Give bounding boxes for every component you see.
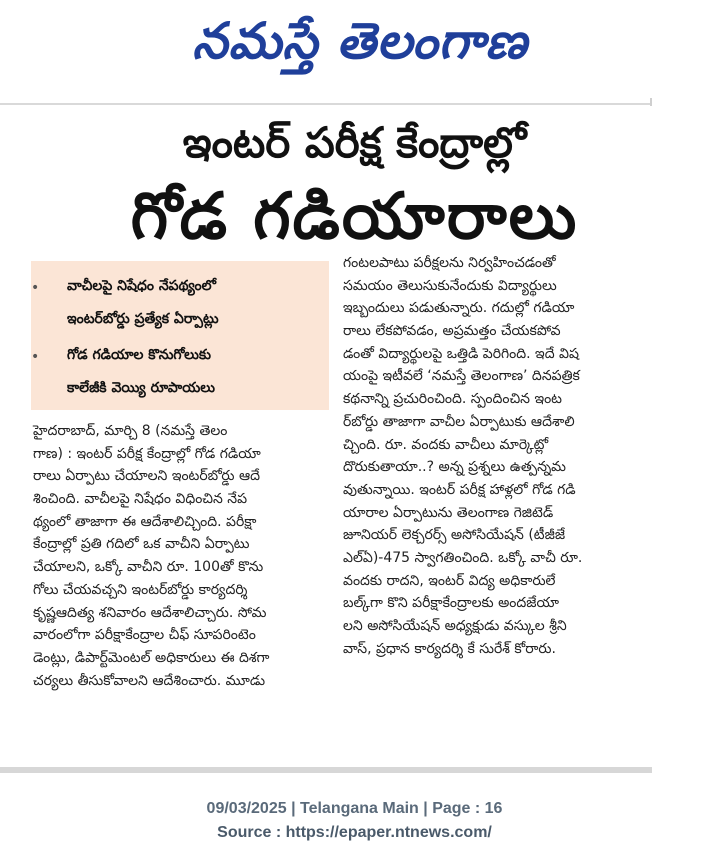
article-line: బల్క్‌గా కొని పరీక్షాకేంద్రాలకు అందజేయా xyxy=(343,595,560,612)
highlight-bullet: • xyxy=(31,349,40,365)
article-left-column xyxy=(33,420,333,692)
newspaper-logo: నమస్తే తెలంగాణ xyxy=(192,12,528,70)
article-line: చ్చింది. రూ. వందకు వాచీలు మార్కెట్లో xyxy=(343,436,549,453)
article-line: జూనియర్ లెక్చరర్స్ అసోసియేషన్ (టీజీజే xyxy=(343,527,566,544)
article-line: వాస్, ప్రధాన కార్యదర్శి కే సురేశ్ కోరారు. xyxy=(343,640,556,657)
article-line: శించింది. వాచీలపై నిషేధం విధించిన నేప xyxy=(33,491,248,508)
article-line: హైదరాబాద్, మార్చి 8 (నమస్తే తెలం xyxy=(33,423,228,439)
highlight-line: వాచీలపై నిషేధం నేపథ్యంలో xyxy=(67,278,216,294)
article-line: యంపై ఇటీవలే ‘నమస్తే తెలంగాణ’ దినపత్రిక xyxy=(343,368,580,385)
highlight-line: ఇంటర్‌బోర్డు ప్రత్యేక ఏర్పాట్లు xyxy=(67,311,219,327)
article-line: ర్‌బోర్డు తాజాగా వాచీల ఏర్పాటుకు ఆదేశాలి xyxy=(343,413,575,430)
top-divider xyxy=(0,103,652,105)
article-line: వారంలోగా పరీక్షాకేంద్రాల చీఫ్ సూపరింటెం xyxy=(33,627,256,644)
article-line: థ్యంలో తాజాగా ఈ ఆదేశాలిచ్చింది. పరీక్షా xyxy=(33,513,257,530)
article-line: రాలు లేకపోవడం, అప్రమత్తం చేయకపోవ xyxy=(343,323,561,340)
article-line: కేంద్రాల్లో ప్రతి గదిలో ఒక వాచీని ఏర్పాటు xyxy=(33,536,250,553)
article-line: సమయం తెలుసుకునేందుకు విద్యార్థులు xyxy=(343,277,557,294)
article-line: గంటలపాటు పరీక్షలను నిర్వహించడంతో xyxy=(343,255,556,271)
article-line: కథనాన్ని ప్రచురించింది. స్పందించిన ఇంట xyxy=(343,391,562,408)
footer-edition-info: 09/03/2025 | Telangana Main | Page : 16 xyxy=(206,800,503,817)
article-line: చేయాలని, ఒక్కో వాచీని రూ. 100తో కొను xyxy=(33,559,264,576)
article-line: వుతున్నాయి. ఇంటర్ పరీక్ష హాళ్లలో గోడ గడి xyxy=(343,481,576,498)
highlight-line: గోడ గడియాల కొనుగోలుకు xyxy=(67,347,211,363)
article-line: డంతో విద్యార్థులపై ఒత్తిడి పెరిగింది. ఇదే విష xyxy=(343,345,579,362)
bottom-divider xyxy=(0,767,652,773)
article-line: గాణ) : ఇంటర్ పరీక్ష కేంద్రాల్లో గోడ గడియా xyxy=(33,445,261,462)
article-line: దొరుకుతాయా..? అన్న ప్రశ్నలు ఉత్పన్నమ xyxy=(343,459,566,476)
article-line: రాలు ఏర్పాటు చేయాలని ఇంటర్‌బోర్డు ఆదే xyxy=(33,468,261,485)
masthead xyxy=(0,0,709,100)
article-line: గోలు చేయవచ్చని ఇంటర్‌బోర్డు కార్యదర్శి xyxy=(33,581,248,598)
headline-kicker: ఇంటర్ పరీక్ష కేంద్రాల్లో xyxy=(182,118,527,167)
article-line: లని అసోసియేషన్ అధ్యక్షుడు వస్కుల శ్రీని xyxy=(343,618,567,634)
highlights-box xyxy=(31,261,329,410)
article-line: ఇబ్బందులు పడుతున్నారు. గదుల్లో గడియా xyxy=(343,300,575,317)
top-divider-tick xyxy=(650,98,652,106)
article-line: వందకు రాదని, ఇంటర్ విద్య అధికారులే xyxy=(343,572,556,589)
article-line: చర్యలు తీసుకోవాలని ఆదేశించారు. మూడు xyxy=(33,672,266,689)
footer-source-link[interactable]: Source : https://epaper.ntnews.com/ xyxy=(217,824,492,841)
highlight-bullet: • xyxy=(31,280,40,296)
article-line: డెంట్లు, డిపార్ట్‌మెంటల్ అధికారులు ఈ దిశగా xyxy=(33,649,270,666)
headline-main: గోడ గడియారాలు xyxy=(130,180,579,254)
article-line: కృష్ణఆదిత్య శనివారం ఆదేశాలిచ్చారు. సోమ xyxy=(33,604,267,621)
highlight-line: కాలేజీకి వెయ్యి రూపాయలు xyxy=(67,380,215,396)
article-line: ఎల్‌ఏ)-475 స్వాగతించింది. ఒక్కో వాచీ రూ. xyxy=(343,549,583,566)
article-right-column xyxy=(343,252,673,660)
article-line: యారాల ఏర్పాటును తెలంగాణ గెజిటెడ్ xyxy=(343,504,554,521)
